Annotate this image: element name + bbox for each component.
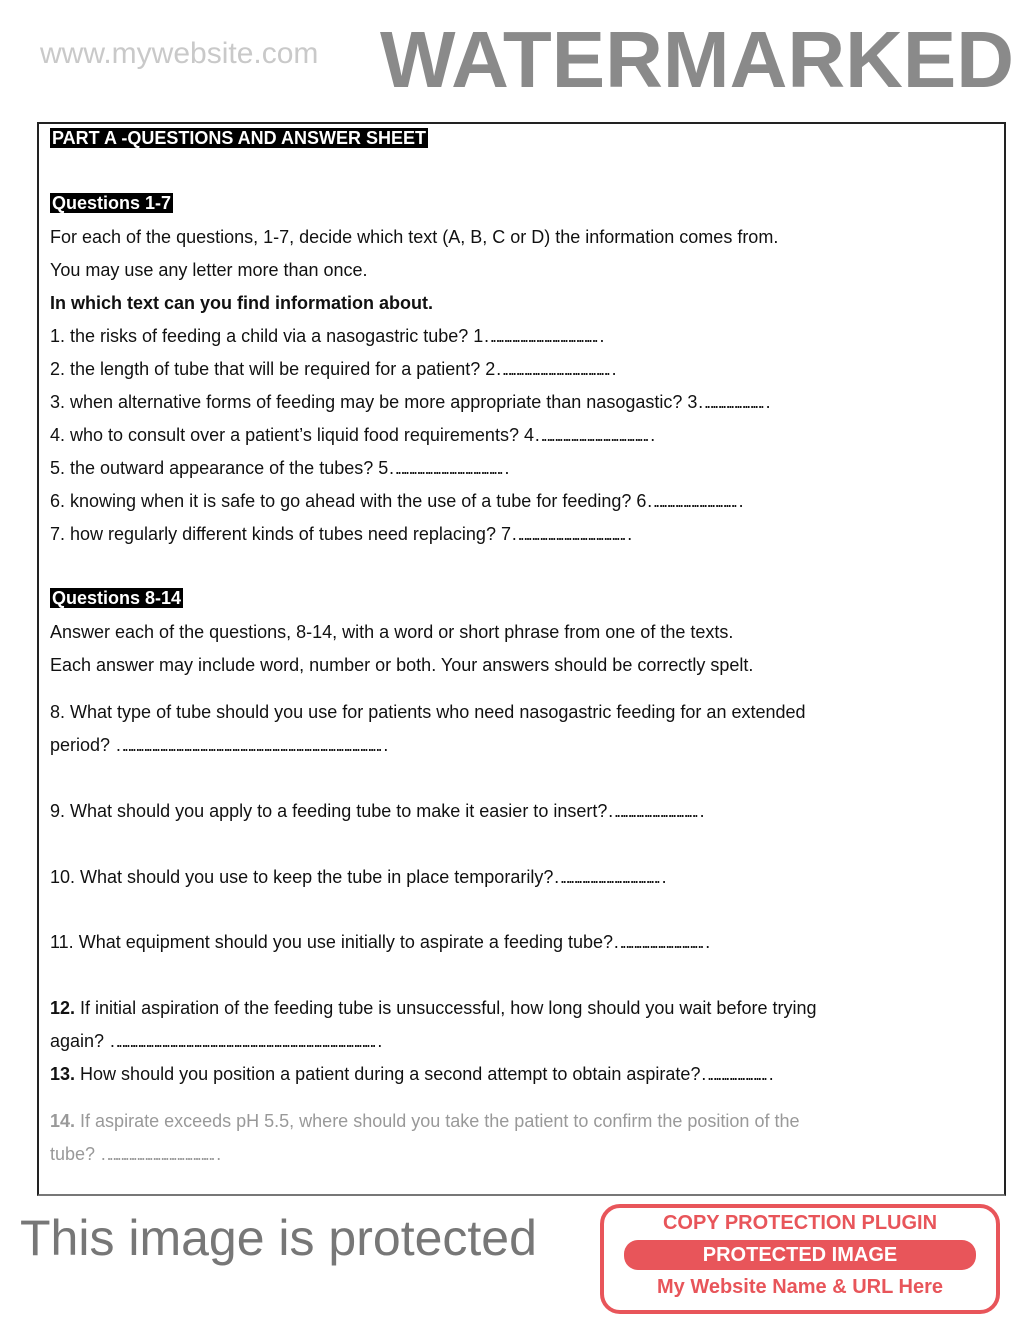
answer-blank: …………………………………… [483,326,596,346]
question-6: 6. knowing when it is safe to go ahead with the use of a tube for feeding? 6…………………………… [50,489,744,513]
question-3: 3. when alternative forms of feeding may be more appropriate than nasogastic? 3…………………… [50,390,771,414]
answer-blank: ……………………………………………………………………………………… [115,735,380,755]
answer-blank: …………………………………… [495,359,608,379]
question-14: 14. If aspirate exceeds pH 5.5, where should you take the patient to confirm the position of the [50,1111,800,1131]
answer-blank: …………………………… [613,932,702,952]
question-10: 10. What should you use to keep the tube in place temporarily?………………………………… [50,865,667,889]
question-2: 2. the length of tube that will be required for a patient? 2…………………………………… [50,357,617,381]
section1-instruction: For each of the questions, 1-7, decide which text (A, B, C or D) the information comes from. [50,227,779,247]
section1-title: Questions 1-7 [52,193,172,213]
question-12-line2: again? ……………………………………………………………………………………… [50,1029,383,1053]
question-5: 5. the outward appearance of the tubes? 5…………………………………… [50,456,510,480]
stamp-outer-text: COPY PROTECTION PLUGIN [662,1212,938,1234]
stamp-band-text: PROTECTED IMAGE [624,1240,976,1270]
question-9: 9. What should you apply to a feeding tube to make it easier to insert?…………………………… [50,799,705,823]
answer-blank: …………………… [700,1064,765,1084]
section1-instruction: You may use any letter more than once. [50,260,368,280]
question-1: 1. the risks of feeding a child via a nasogastric tube? 1…………………………………… [50,324,605,348]
section1-prompt: In which text can you find information about. [50,293,434,313]
question-8-line2: period? ……………………………………………………………………………………… [50,733,389,757]
answer-blank: …………………………………… [388,458,501,478]
question-7: 7. how regularly different kinds of tubes need replacing? 7…………………………………… [50,522,633,546]
answer-blank: …………………………………… [533,425,646,445]
question-14-line2: tube? …………………………………… [50,1142,222,1166]
watermark-tile-text: www.mywebsite.com [40,37,319,70]
question-4: 4. who to consult over a patient’s liquid food requirements? 4…………………………………… [50,423,656,447]
section2-title: Questions 8-14 [52,588,182,608]
section2-instruction: Answer each of the questions, 8-14, with a word or short phrase from one of the texts. [50,622,734,642]
answer-blank: …………………… [697,392,762,412]
copy-protection-stamp [600,1204,1000,1314]
section2-instruction: Each answer may include word, number or both. Your answers should be correctly spelt. [50,655,754,675]
question-12: 12. If initial aspiration of the feeding tube is unsuccessful, how long should you wait before trying [50,998,817,1018]
answer-blank: …………………………………… [510,524,623,544]
protected-notice: This image is protected [20,1210,537,1266]
answer-blank: …………………………………… [100,1144,213,1164]
answer-blank: ………………………………… [553,867,658,887]
watermarked-overlay: WATERMARKED [380,15,1015,104]
stamp-bottom-text: My Website Name & URL Here [656,1276,943,1298]
question-13: 13. How should you position a patient during a second attempt to obtain aspirate?…………………… [50,1062,774,1086]
question-11: 11. What equipment should you use initially to aspirate a feeding tube?…………………………… [50,930,711,954]
answer-blank: ……………………………………………………………………………………… [109,1031,374,1051]
question-8: 8. What type of tube should you use for patients who need nasogastric feeding for an extended [50,702,806,722]
sheet-title: PART A -QUESTIONS AND ANSWER SHEET [52,128,427,148]
answer-blank: …………………………… [607,801,696,821]
answer-blank: …………………………… [646,491,735,511]
